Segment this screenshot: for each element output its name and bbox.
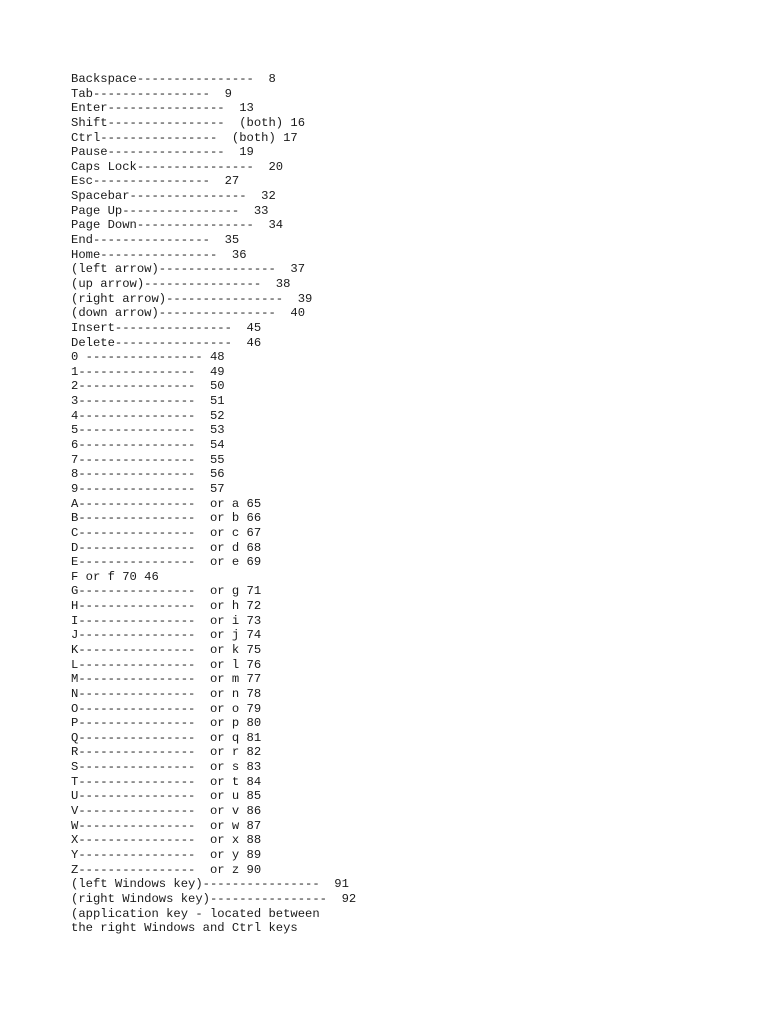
key-code-line: (up arrow)---------------- 38 (71, 276, 291, 291)
key-code-line: (down arrow)---------------- 40 (71, 306, 306, 321)
key-code-line: F or f 70 46 (71, 569, 159, 584)
key-code-line: X---------------- or x 88 (71, 833, 262, 848)
key-code-line: K---------------- or k 75 (71, 642, 262, 657)
key-code-line: M---------------- or m 77 (71, 672, 262, 687)
key-code-line: I---------------- or i 73 (71, 613, 262, 628)
key-code-line: 2---------------- 50 (71, 379, 225, 394)
key-code-line: G---------------- or g 71 (71, 584, 262, 599)
key-code-line: C---------------- or c 67 (71, 525, 262, 540)
key-code-line: 8---------------- 56 (71, 467, 225, 482)
key-code-line: Y---------------- or y 89 (71, 847, 262, 862)
key-code-line: S---------------- or s 83 (71, 760, 262, 775)
key-code-line: H---------------- or h 72 (71, 599, 262, 614)
key-code-line: 1---------------- 49 (71, 364, 225, 379)
key-code-line: E---------------- or e 69 (71, 555, 262, 570)
key-code-line: (right arrow)---------------- 39 (71, 291, 313, 306)
key-code-line: 5---------------- 53 (71, 423, 225, 438)
key-code-line: (application key - located between (71, 906, 320, 921)
key-code-line: W---------------- or w 87 (71, 818, 262, 833)
key-code-line: L---------------- or l 76 (71, 657, 262, 672)
key-code-line: the right Windows and Ctrl keys (71, 921, 298, 936)
key-code-line: Tab---------------- 9 (71, 86, 232, 101)
key-code-line: (right Windows key)---------------- 92 (71, 891, 357, 906)
key-code-line: Enter---------------- 13 (71, 101, 254, 116)
key-code-line: R---------------- or r 82 (71, 745, 262, 760)
key-code-line: Q---------------- or q 81 (71, 730, 262, 745)
key-code-line: End---------------- 35 (71, 233, 240, 248)
key-code-line: Home---------------- 36 (71, 247, 247, 262)
key-code-line: 4---------------- 52 (71, 408, 225, 423)
key-code-line: 7---------------- 55 (71, 452, 225, 467)
key-code-line: 9---------------- 57 (71, 481, 225, 496)
key-code-line: Insert---------------- 45 (71, 320, 262, 335)
key-code-line: J---------------- or j 74 (71, 628, 262, 643)
key-code-line: Esc---------------- 27 (71, 174, 240, 189)
key-code-line: Ctrl---------------- (both) 17 (71, 130, 298, 145)
key-code-line: Shift---------------- (both) 16 (71, 115, 306, 130)
key-code-line: V---------------- or v 86 (71, 804, 262, 819)
key-code-line: (left Windows key)---------------- 91 (71, 877, 349, 892)
key-code-line: 6---------------- 54 (71, 438, 225, 453)
key-code-line: B---------------- or b 66 (71, 511, 262, 526)
key-code-line: (left arrow)---------------- 37 (71, 262, 306, 277)
key-code-line: T---------------- or t 84 (71, 774, 262, 789)
key-code-line: D---------------- or d 68 (71, 540, 262, 555)
key-code-line: P---------------- or p 80 (71, 716, 262, 731)
key-code-line: Pause---------------- 19 (71, 145, 254, 160)
key-code-line: Backspace---------------- 8 (71, 72, 276, 86)
key-code-line: U---------------- or u 85 (71, 789, 262, 804)
key-code-line: Z---------------- or z 90 (71, 862, 262, 877)
key-code-line: 0 ---------------- 48 (71, 350, 225, 365)
key-code-line: Page Down---------------- 34 (71, 218, 284, 233)
key-code-line: Page Up---------------- 33 (71, 203, 269, 218)
key-code-line: Caps Lock---------------- 20 (71, 159, 284, 174)
key-code-line: A---------------- or a 65 (71, 496, 262, 511)
key-code-line: Delete---------------- 46 (71, 335, 262, 350)
key-code-line: 3---------------- 51 (71, 394, 225, 409)
key-code-line: N---------------- or n 78 (71, 686, 262, 701)
key-code-line: Spacebar---------------- 32 (71, 189, 276, 204)
key-code-list (71, 72, 356, 936)
key-code-line: O---------------- or o 79 (71, 701, 262, 716)
